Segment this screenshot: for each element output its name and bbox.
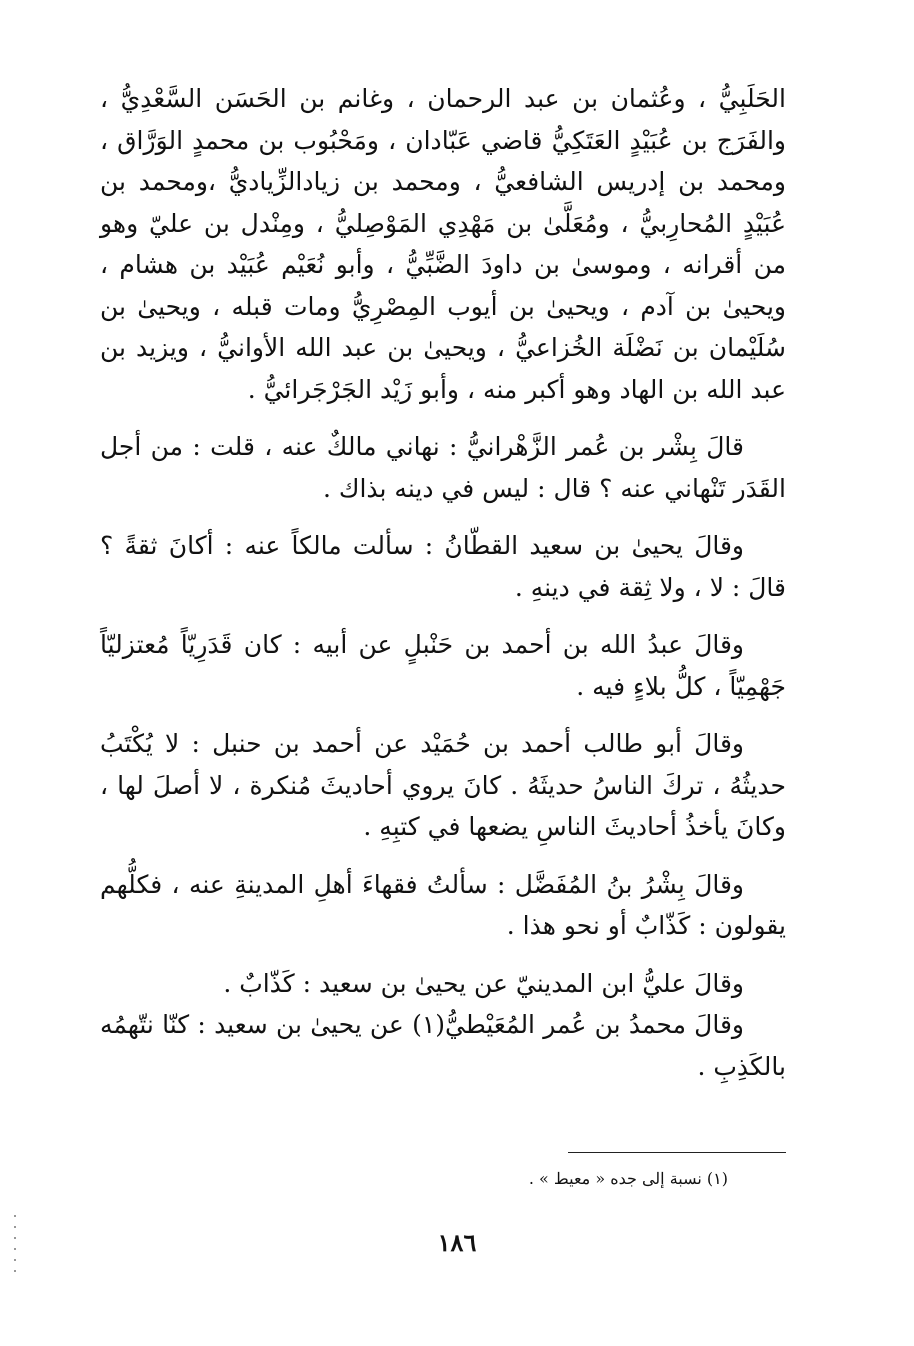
page-number: ١٨٦ (437, 1228, 477, 1257)
paragraph-bishr-mufaddal: وقالَ بِشْرُ بنُ المُفَضَّل : سألتُ فقهاءَ أهلِ المدينةِ عنه ، فكلُّهم يقولون : كَذّابٌ أو نحو هذا . (100, 869, 786, 940)
paragraph-abu-talib: وقالَ أبو طالب أحمد بن حُمَيْد عن أحمد بن حنبل : لا يُكْتَبُ حديثُهُ ، تركَ الناسُ حديثَهُ . كانَ يروي أحاديثَ مُنكرة ، لا أصلَ لها ، وكانَ يأخذُ أحاديثَ الناسِ يضعها في كتبِهِ . (100, 729, 786, 841)
paragraph-ali-madini: وقالَ عليُّ ابن المدينيّ عن يحيىٰ بن سعيد : كَذّابٌ . (223, 968, 744, 998)
main-text (100, 78, 786, 1087)
footnote-divider (568, 1152, 786, 1153)
scan-margin-dots (14, 1215, 18, 1285)
footnote: (١) نسبة إلى جده « معيط » . (528, 1169, 728, 1188)
paragraph-bishr-zahrani: قالَ بِشْر بن عُمر الزَّهْرانيُّ : نهاني مالكٌ عنه ، قلت : من أجل القَدَر تَنْهاني عنه ؟ قال : ليس في دينه بذاك . (100, 432, 786, 503)
paragraph-yahya-qattan: وقالَ يحيىٰ بن سعيد القطّانُ : سألت مالكاً عنه : أكانَ ثقةً ؟ قالَ : لا ، ولا ثِقة في دينهِ . (100, 531, 786, 602)
paragraph-abdullah-hanbal: وقالَ عبدُ الله بن أحمد بن حَنْبلٍ عن أبيه : كان قَدَرِيّاً مُعتزليّاً جَهْمِيّاً ، كلُّ بلاءٍ فيه . (100, 630, 786, 701)
paragraph-muhammad-muayti: وقالَ محمدُ بن عُمر المُعَيْطيُّ(١) عن يحيىٰ بن سعيد : كنّا نتّهمُه بالكَذِبِ . (100, 1010, 786, 1081)
paragraph-narrators-list: الحَلَبِيُّ ، وعُثمان بن عبد الرحمان ، وغانم بن الحَسَن السَّعْدِيُّ ، والفَرَج بن عُبَيْدٍ العَتَكِيُّ قاضي عَبّادان ، ومَحْبُوب بن محمدٍ الوَرَّاق ، ومحمد بن إدريس الشافعيُّ ، ومحمد بن زيادالزِّياديُّ ،ومحمد بن عُبَيْدٍ المُحارِبيُّ ، ومُعَلَّىٰ بن مَهْدِي المَوْصِليُّ ، ومِنْدل بن عليّ وهو من أقرانه ، وموسىٰ بن داودَ الضَّبِّيُّ ، وأبو نُعَيْم عُبَيْد بن هشام ، ويحيىٰ بن آدم ، ويحيىٰ بن أيوب المِصْرِيُّ ومات قبله ، ويحيىٰ بن سُلَيْمان بن نَضْلَة الخُزاعيُّ ، ويحيىٰ بن عبد الله الأوانيُّ ، ويزيد بن عبد الله بن الهاد وهو أكبر منه ، وأبو زَيْد الجَرْجَرائيُّ . (100, 84, 786, 404)
